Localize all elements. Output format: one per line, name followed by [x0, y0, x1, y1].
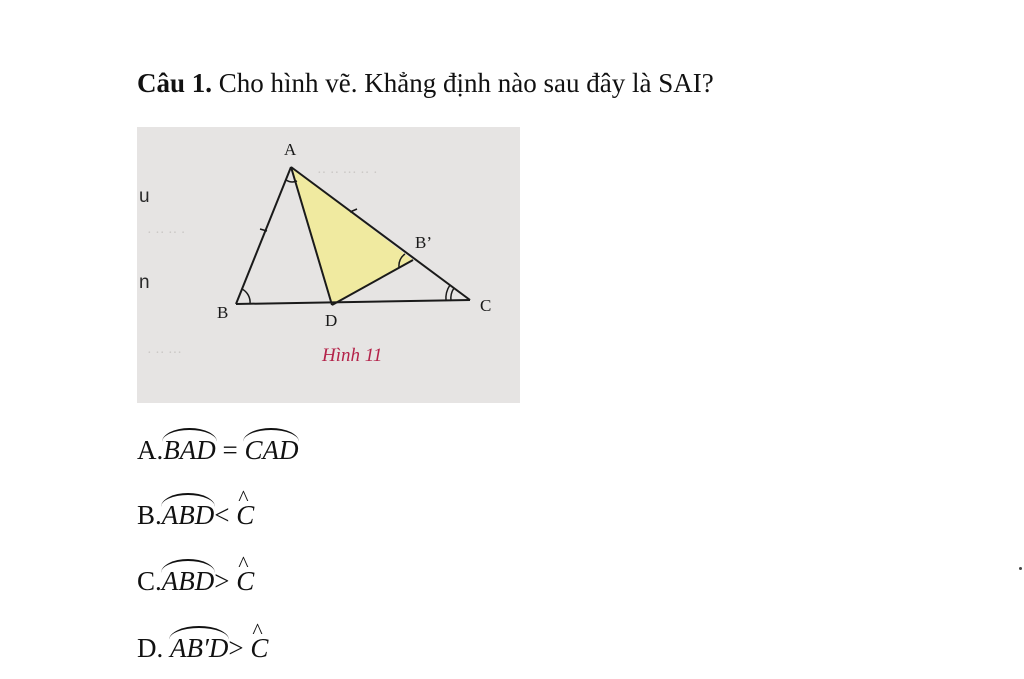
option-b-prefix: B. [137, 500, 162, 530]
side-BC [236, 300, 470, 304]
option-c[interactable] [137, 564, 254, 598]
option-b-left: ABD [161, 500, 215, 530]
side-AB [236, 167, 291, 304]
question-body: Cho hình vẽ. Khẳng định nào sau đây là SAI? [212, 68, 714, 98]
figure-image [137, 127, 520, 403]
angle-mark-C-inner [451, 288, 454, 301]
option-a-op: = [215, 435, 245, 465]
option-d[interactable] [137, 631, 268, 665]
label-Bprime: B’ [415, 233, 432, 252]
question-text [137, 66, 714, 100]
option-a-right: CAD [244, 435, 299, 465]
label-D: D [325, 311, 338, 330]
option-d-op: > [228, 633, 251, 663]
stray-dot [1019, 567, 1022, 570]
option-d-left: AB′D [170, 633, 229, 663]
label-B: B [217, 303, 229, 322]
option-a-left: BAD [163, 435, 216, 465]
option-b-op: < [214, 500, 237, 530]
option-b[interactable] [137, 498, 254, 532]
option-c-op: > [214, 566, 237, 596]
angle-mark-C-outer [446, 285, 450, 301]
option-d-prefix: D. [137, 633, 170, 663]
triangle-diagram [137, 127, 520, 403]
svg-text:· ·· ·· ·: · ·· ·· · [147, 226, 186, 241]
angle-mark-B [242, 289, 250, 304]
option-d-right: ^ C [250, 631, 268, 665]
question-number: Câu 1. [137, 68, 213, 98]
label-C: C [480, 296, 492, 315]
option-c-left: ABD [161, 566, 215, 596]
margin-letter-n: n [139, 272, 150, 293]
shaded-triangle [291, 167, 413, 305]
option-b-right: ^ C [236, 498, 254, 532]
svg-text:· ·· ···: · ·· ··· [147, 346, 182, 361]
option-c-prefix: C. [137, 566, 162, 596]
label-A: A [284, 140, 297, 159]
margin-letter-u: u [139, 186, 150, 207]
option-a-prefix: A. [137, 435, 164, 465]
svg-text:·· ·· ··· ·· ·: ·· ·· ··· ·· · [317, 166, 378, 181]
option-a[interactable] [137, 433, 298, 467]
figure-caption: Hình 11 [322, 345, 383, 366]
option-c-right: ^ C [236, 564, 254, 598]
